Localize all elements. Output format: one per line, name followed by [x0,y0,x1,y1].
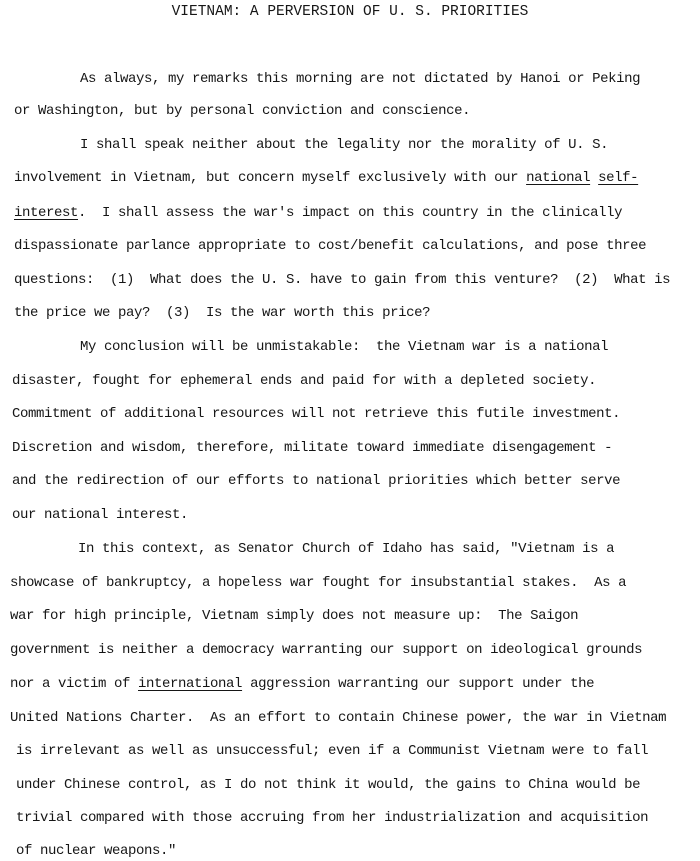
text-line [14,203,622,223]
underlined-phrase: interest [14,205,79,221]
text-line: showcase of bankruptcy, a hopeless war fought for insubstantial stakes. As a [10,575,627,591]
text-line: questions: (1) What does the U. S. have to gain from this venture? (2) What is [14,272,671,288]
underlined-phrase: national [526,170,591,186]
text-line: Commitment of additional resources will not retrieve this futile investment. [12,406,621,422]
text-line: United Nations Charter. As an effort to contain Chinese power, the war in Vietnam [10,710,667,726]
text-line: war for high principle, Vietnam simply does not measure up: The Saigon [10,608,579,624]
line-text: involvement in Vietnam, but concern myself exclusively with our [14,170,527,186]
text-line: is irrelevant as well as unsuccessful; even if a Communist Vietnam were to fall [16,743,649,759]
line-text [590,170,598,186]
text-line: under Chinese control, as I do not think it would, the gains to China would be [16,777,641,793]
text-line: As always, my remarks this morning are not dictated by Hanoi or Peking [80,71,641,87]
document-title: VIETNAM: A PERVERSION OF U. S. PRIORITIES [171,4,529,20]
text-line [10,674,594,694]
text-line: the price we pay? (3) Is the war worth this price? [14,305,431,321]
line-text: nor a victim of [10,676,139,692]
text-line: In this context, as Senator Church of Idaho has said, "Vietnam is a [78,541,615,557]
text-line: our national interest. [12,507,189,523]
underlined-phrase: international [138,676,243,692]
text-line: My conclusion will be unmistakable: the Vietnam war is a national [80,339,609,355]
text-line: Discretion and wisdom, therefore, militate toward immediate disengagement - [12,440,613,456]
text-line: trivial compared with those accruing from her industrialization and acquisition [16,810,649,826]
text-line: I shall speak neither about the legality nor the morality of U. S. [80,137,609,153]
line-text: aggression warranting our support under the [242,676,595,692]
text-line: or Washington, but by personal conviction and conscience. [14,103,471,119]
text-line: disaster, fought for ephemeral ends and paid for with a depleted society. [12,373,597,389]
underlined-phrase: self- [598,170,639,186]
line-text: . I shall assess the war's impact on this country in the clinically [78,205,623,221]
text-line: dispassionate parlance appropriate to cost/benefit calculations, and pose three [14,238,647,254]
text-line: of nuclear weapons." [16,843,177,859]
text-line: government is neither a democracy warranting our support on ideological grounds [10,642,643,658]
text-line: and the redirection of our efforts to national priorities which better serve [12,473,621,489]
text-line [14,168,638,188]
